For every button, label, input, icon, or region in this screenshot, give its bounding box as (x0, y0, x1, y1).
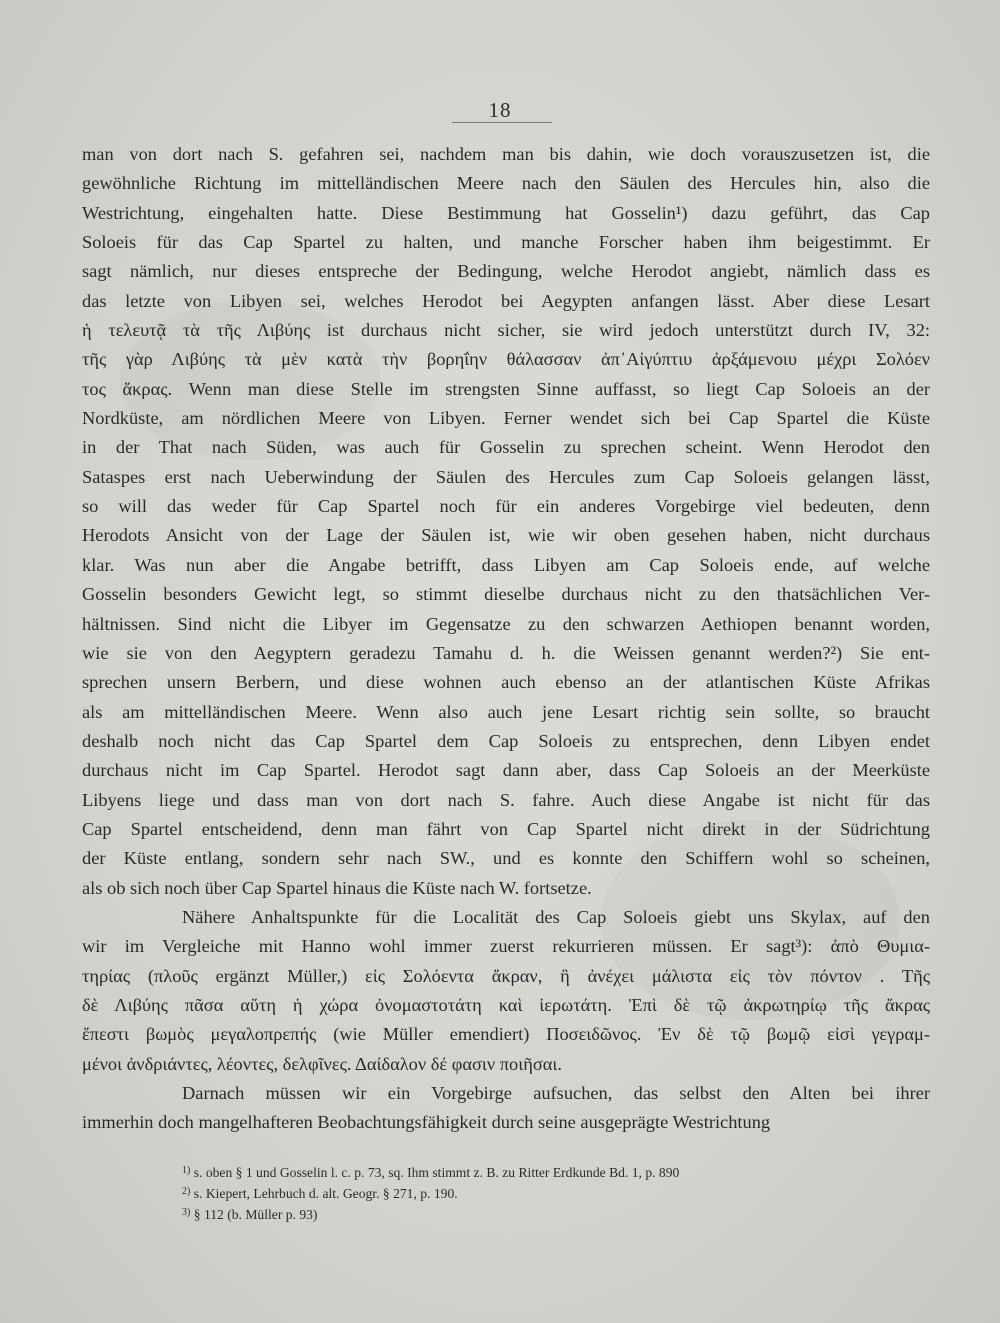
header-rule (452, 122, 552, 123)
paragraph (82, 1079, 930, 1138)
body-text (82, 140, 930, 1138)
text-line: Soloeis für das Cap Spartel zu halten, und manche Forscher haben ihm beigestimmt. Er (82, 232, 930, 253)
text-line: hältnissen. Sind nicht die Libyer im Gegensatze zu den schwarzen Aethiopen benannt worden, (82, 613, 930, 634)
text-line: Cap Spartel entscheidend, denn man fährt von Cap Spartel nicht direkt in der Südrichtung (82, 818, 930, 839)
text-line: als am mittelländischen Meere. Wenn also auch jene Lesart richtig sein sollte, so braucht (82, 701, 930, 722)
footnote (182, 1160, 942, 1181)
text-line: Darnach müssen wir ein Vorgebirge aufsuchen, das selbst den Alten bei ihrer (182, 1083, 930, 1103)
text-line: in der That nach Süden, was auch für Gosselin zu sprechen scheint. Wenn Herodot den (82, 437, 930, 458)
text-line: sagt nämlich, nur dieses entspreche der Bedingung, welche Herodot angiebt, nämlich dass es (82, 261, 930, 282)
text-line: Sataspes erst nach Ueberwindung der Säulen des Hercules zum Cap Soloeis gelangen lässt, (82, 466, 930, 487)
text-line: sprechen unsern Berbern, und diese wohnen auch ebenso an der atlantischen Küste Afrikas (82, 672, 930, 693)
page-number: 18 (488, 98, 512, 122)
text-line: Nordküste, am nördlichen Meere von Libyen. Ferner wendet sich bei Cap Spartel die Küste (82, 408, 930, 429)
footnote (182, 1202, 942, 1223)
text-line: ἡ τελευτᾷ τὰ τῆς Λιβύης ist durchaus nicht sicher, sie wird jedoch unterstützt durch IV, 32: (82, 320, 930, 341)
text-line: Gosselin besonders Gewicht legt, so stimmt dieselbe durchaus nicht zu den thatsächlichen Ver- (82, 584, 930, 605)
footnote-text: s. oben § 1 und Gosselin l. c. p. 73, sq. Ihm stimmt z. B. zu Ritter Erdkunde Bd. 1, p. 890 (193, 1165, 680, 1180)
text-line: deshalb noch nicht das Cap Spartel dem Cap Soloeis zu entsprechen, denn Libyen endet (82, 730, 930, 751)
footnotes (182, 1160, 942, 1223)
text-line: Nähere Anhaltspunkte für die Localität des Cap Soloeis giebt uns Skylax, auf den (182, 906, 930, 927)
footnote-text: § 112 (b. Müller p. 93) (193, 1207, 318, 1222)
text-line: Libyens liege und dass man von dort nach S. fahre. Auch diese Angabe ist nicht für das (82, 789, 930, 810)
text-line: der Küste entlang, sondern sehr nach SW., und es konnte den Schiffern wohl so scheinen, (82, 848, 930, 869)
footnote-mark: 2) (182, 1186, 191, 1197)
footnote-text: s. Kiepert, Lehrbuch d. alt. Geogr. § 271, p. 190. (193, 1186, 458, 1201)
text-line: durchaus nicht im Cap Spartel. Herodot sagt dann aber, dass Cap Soloeis an der Meerküste (82, 760, 930, 781)
text-line: μένοι ἀνδριάντες, λέοντες, δελφῖνες. Δαίδαλον δέ φασιν ποιῆσαι. (82, 1053, 562, 1074)
text-line: ἔπεστι βωμὸς μεγαλοπρεπής (wie Müller emendiert) Ποσειδῶνος. Ἐν δὲ τῷ βωμῷ εἰσὶ γεγραμ- (82, 1024, 930, 1045)
text-line: τηρίας (πλοῦς ergänzt Müller,) εἰς Σολόεντα ἄκραν, ἣ ἀνέχει μάλιστα εἰς τὸν πόντον . Τῆς (82, 965, 930, 986)
text-line: τος ἄκρας. Wenn man diese Stelle im strengsten Sinne auffasst, so liegt Cap Soloeis an der (82, 378, 930, 399)
text-line: das letzte von Libyen sei, welches Herodot bei Aegypten anfangen lässt. Aber diese Lesart (82, 290, 930, 311)
text-line: wie sie von den Aegyptern geradezu Tamahu d. h. die Weissen genannt werden?²) Sie ent- (82, 642, 930, 663)
text-line: immerhin doch mangelhafteren Beobachtungsfähigkeit durch seine ausgeprägte Westrichtung (82, 1112, 771, 1133)
text-line: δὲ Λιβύης πᾶσα αὕτη ἡ χώρα ὀνομαστοτάτη καὶ ἱερωτάτη. Ἐπὶ δὲ τῷ ἀκρωτηρίῳ τῆς ἄκρας (82, 994, 930, 1015)
paragraph (82, 140, 930, 903)
text-line: wir im Vergleiche mit Hanno wohl immer zuerst rekurrieren müssen. Er sagt³): ἀπὸ Θυμια- (82, 936, 930, 957)
text-line: Herodots Ansicht von der Lage der Säulen ist, wie wir oben gesehen haben, nicht durchaus (82, 525, 930, 546)
text-line: so will das weder für Cap Spartel noch für ein anderes Vorgebirge viel bedeuten, denn (82, 496, 930, 517)
text-line: klar. Was nun aber die Angabe betrifft, dass Libyen am Cap Soloeis ende, auf welche (82, 554, 930, 575)
text-line: τῆς γὰρ Λιβύης τὰ μὲν κατὰ τὴν βορηΐην θάλασσαν ἀπ᾽Αἰγύπτιυ ἀρξάμενοιυ μέχρι Σολόεν (82, 349, 930, 370)
text-line: Westrichtung, eingehalten hatte. Diese Bestimmung hat Gosselin¹) dazu geführt, das Cap (82, 202, 930, 223)
footnote-mark: 3) (182, 1207, 191, 1218)
footnote (182, 1181, 942, 1202)
text-line: man von dort nach S. gefahren sei, nachdem man bis dahin, wie doch vorauszusetzen ist, die (82, 144, 930, 164)
footnote-mark: 1) (182, 1165, 191, 1176)
paragraph (82, 903, 930, 1079)
text-line: als ob sich noch über Cap Spartel hinaus die Küste nach W. fortsetze. (82, 877, 592, 898)
text-line: gewöhnliche Richtung im mittelländischen Meere nach den Säulen des Hercules hin, also die (82, 173, 930, 194)
